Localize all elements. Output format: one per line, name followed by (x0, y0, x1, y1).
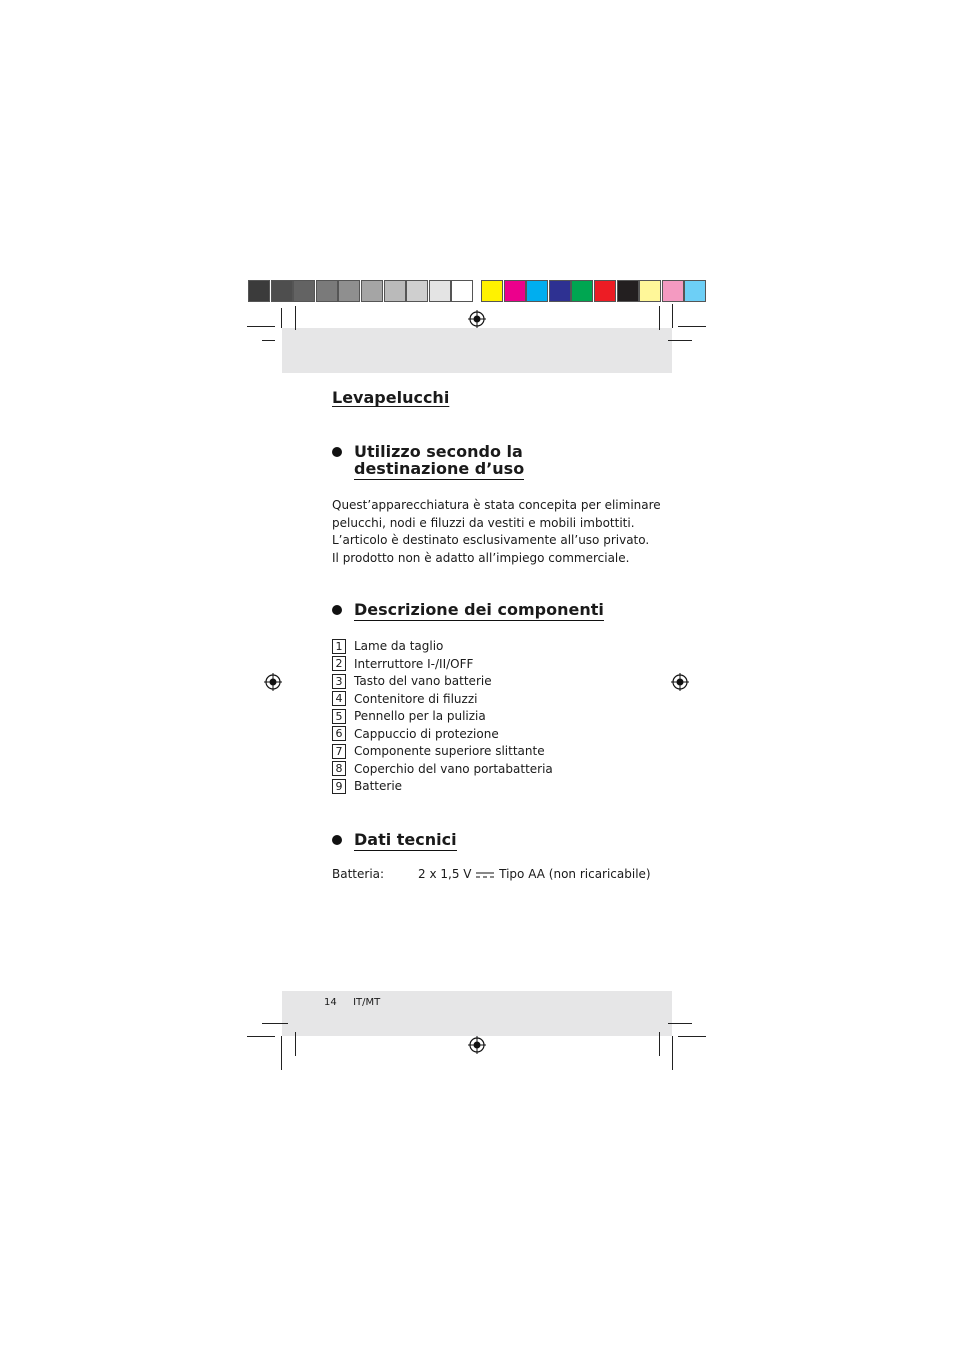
component-item (332, 691, 477, 707)
component-label: Contenitore di filuzzi (354, 691, 478, 706)
component-number: 7 (332, 744, 346, 759)
component-number: 6 (332, 726, 346, 741)
page-footer (324, 997, 380, 1008)
crop-mark (668, 1023, 692, 1024)
battery-voltage: 2 x 1,5 V (418, 867, 472, 881)
component-number: 2 (332, 656, 346, 671)
heading-line-2: destinazione d’uso (354, 459, 525, 478)
component-number: 4 (332, 691, 346, 706)
component-label: Lame da taglio (354, 639, 444, 653)
crop-mark (672, 304, 673, 328)
crop-mark (247, 1036, 275, 1037)
color-swatch (526, 280, 548, 302)
intended-use-paragraph (332, 497, 661, 567)
color-swatch (481, 280, 503, 302)
component-item (332, 761, 553, 777)
component-number: 1 (332, 639, 346, 654)
header-band (282, 328, 672, 373)
section-heading-components (332, 601, 604, 621)
color-swatch (684, 280, 706, 302)
color-swatch (451, 280, 473, 302)
battery-type: Tipo AA (non ricaricabile) (499, 867, 651, 881)
component-label: Componente superiore slittante (354, 744, 545, 758)
paragraph-line: Il prodotto non è adatto all’impiego commerciale. (332, 550, 630, 565)
component-label: Pennello per la pulizia (354, 709, 486, 723)
paragraph-line: L’articolo è destinato esclusivamente all’uso privato. (332, 533, 650, 547)
gray-color-bar (248, 280, 474, 302)
color-swatch (384, 280, 406, 302)
registration-mark-icon (264, 673, 282, 691)
battery-value (418, 867, 651, 881)
crop-mark (295, 1032, 296, 1056)
component-item (332, 673, 492, 689)
component-label: Interruttore I-/II/OFF (354, 656, 474, 671)
heading-text: Descrizione dei componenti (354, 600, 604, 619)
component-label: Batterie (354, 779, 403, 793)
component-label: Coperchio del vano portabatteria (354, 761, 553, 776)
component-item (332, 708, 486, 724)
crop-mark (678, 326, 706, 327)
registration-mark-icon (468, 1036, 486, 1054)
page-title: Levapelucchi (332, 388, 450, 407)
registration-mark-icon (671, 673, 689, 691)
component-item (332, 656, 473, 672)
color-swatch (504, 280, 526, 302)
crop-mark (262, 340, 275, 341)
color-swatch (617, 280, 639, 302)
registration-mark-icon (468, 310, 486, 328)
heading-text (354, 443, 524, 477)
crop-mark (281, 308, 282, 328)
component-number: 8 (332, 761, 346, 776)
color-swatch (316, 280, 338, 302)
component-number: 3 (332, 674, 346, 689)
component-item (332, 726, 499, 742)
component-item (332, 638, 443, 654)
heading-text: Dati tecnici (354, 830, 457, 849)
color-swatch (271, 280, 293, 302)
crop-mark (678, 1036, 706, 1037)
color-swatch (549, 280, 571, 302)
component-item (332, 778, 402, 794)
color-swatch (571, 280, 593, 302)
component-number: 9 (332, 779, 346, 794)
color-swatch (406, 280, 428, 302)
color-swatch (662, 280, 684, 302)
crop-mark (281, 1036, 282, 1070)
crop-mark (262, 1023, 288, 1024)
bullet-icon (332, 605, 342, 615)
color-swatch (361, 280, 383, 302)
color-swatch (248, 280, 270, 302)
color-swatch (639, 280, 661, 302)
color-swatch (594, 280, 616, 302)
color-swatch (338, 280, 360, 302)
language-code: IT/MT (353, 997, 381, 1008)
crop-mark (247, 326, 275, 327)
section-heading-intended-use (332, 443, 524, 477)
heading-line-1: Utilizzo secondo la (354, 442, 523, 461)
paragraph-line: Quest’apparecchiatura è stata concepita per eliminare (332, 498, 661, 512)
crop-mark (295, 306, 296, 330)
component-number: 5 (332, 709, 346, 724)
page-number: 14 (324, 997, 337, 1008)
component-label: Tasto del vano batterie (354, 674, 492, 688)
component-item (332, 743, 545, 759)
color-swatch (429, 280, 451, 302)
section-heading-tech-data (332, 831, 457, 851)
component-label: Cappuccio di protezione (354, 726, 499, 741)
color-bar (481, 280, 707, 302)
direct-current-icon (476, 871, 494, 879)
color-swatch (293, 280, 315, 302)
paragraph-line: pelucchi, nodi e filuzzi da vestiti e mobili imbottiti. (332, 515, 635, 530)
crop-mark (668, 340, 692, 341)
crop-mark (659, 1032, 660, 1056)
crop-mark (672, 1036, 673, 1070)
bullet-icon (332, 447, 342, 457)
crop-mark (659, 306, 660, 330)
battery-label: Batteria: (332, 867, 385, 881)
bullet-icon (332, 835, 342, 845)
